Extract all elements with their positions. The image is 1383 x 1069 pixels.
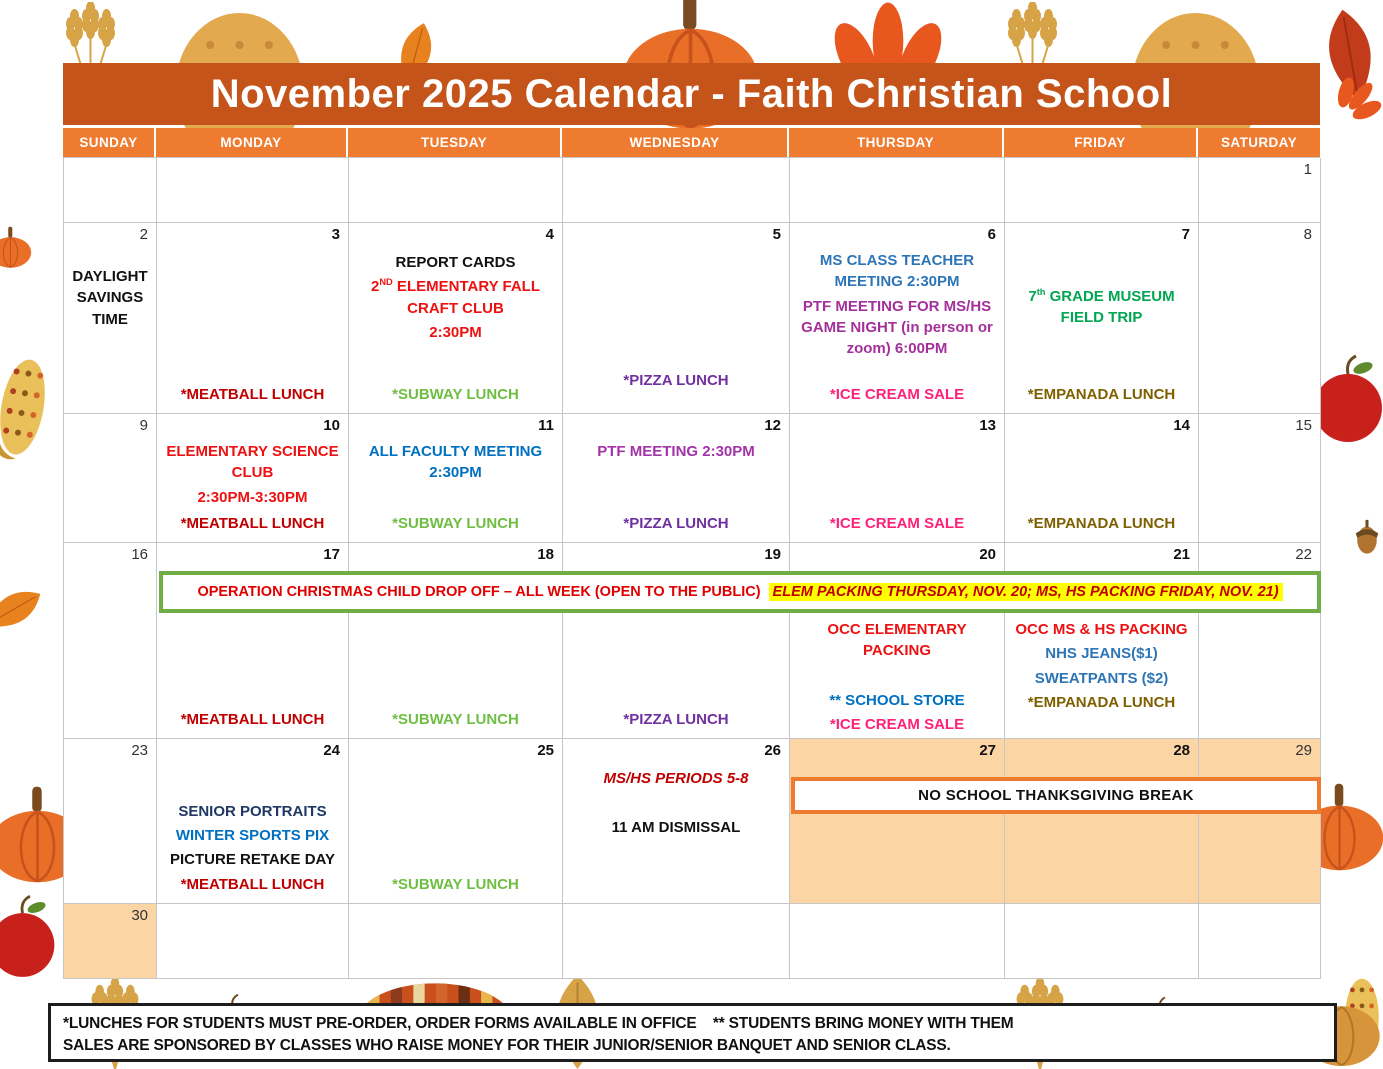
calendar <box>63 63 1320 979</box>
week-row-2 <box>64 223 1320 414</box>
calendar-cell <box>157 904 349 979</box>
calendar-cell-day-26 <box>563 739 790 904</box>
calendar-cell <box>1199 904 1321 979</box>
events-container <box>563 437 789 542</box>
events-container <box>157 181 348 222</box>
apple-red-icon <box>0 890 60 985</box>
events-container <box>563 762 789 903</box>
calendar-event: 2:30PM-3:30PM <box>197 488 308 506</box>
day-number: 1 <box>1303 161 1312 178</box>
events-container <box>563 927 789 978</box>
day-number: 16 <box>131 546 148 563</box>
calendar-event: *EMPANADA LUNCH <box>1027 385 1176 403</box>
calendar-event: 2ND ELEMENTARY FALL CRAFT CLUB <box>370 277 540 317</box>
events-container <box>157 927 348 978</box>
day-number: 10 <box>323 417 340 434</box>
leaf-orange-icon <box>0 563 71 657</box>
day-number: 27 <box>979 742 996 759</box>
calendar-event: *MEATBALL LUNCH <box>180 710 325 728</box>
day-number: 21 <box>1173 546 1190 563</box>
calendar-cell <box>64 158 157 223</box>
day-number: 23 <box>131 742 148 759</box>
events-container <box>349 762 562 903</box>
day-number <box>157 904 348 927</box>
week-row-6 <box>64 904 1320 979</box>
events-container <box>790 437 1004 542</box>
calendar-cell <box>1005 158 1199 223</box>
day-number <box>1005 904 1198 927</box>
day-number: 6 <box>987 226 996 243</box>
day-number: 8 <box>1303 226 1312 243</box>
events-container <box>1199 246 1320 413</box>
events-container <box>349 246 562 413</box>
day-number <box>64 158 156 181</box>
calendar-event: SENIOR PORTRAITS <box>178 802 327 820</box>
calendar-event: *PIZZA LUNCH <box>623 514 729 532</box>
calendar-event: OCC ELEMENTARY PACKING <box>827 621 967 660</box>
calendar-event: *MEATBALL LUNCH <box>180 385 325 403</box>
calendar-cell <box>1005 904 1199 979</box>
day-number <box>563 904 789 927</box>
calendar-event: *ICE CREAM SALE <box>829 715 965 733</box>
day-header-saturday: SATURDAY <box>1198 128 1320 157</box>
events-container <box>64 927 156 978</box>
events-container <box>1199 927 1320 978</box>
calendar-event: MS CLASS TEACHER MEETING 2:30PM <box>819 252 975 291</box>
events-container <box>563 246 789 413</box>
calendar-event: *EMPANADA LUNCH <box>1027 693 1176 711</box>
calendar-event: *SUBWAY LUNCH <box>392 875 519 893</box>
calendar-cell-day-7 <box>1005 223 1199 414</box>
calendar-cell-day-16 <box>64 543 157 739</box>
calendar-event: PICTURE RETAKE DAY <box>169 851 336 869</box>
day-number: 3 <box>331 226 340 243</box>
day-number: 13 <box>979 417 996 434</box>
day-number: 9 <box>139 417 148 434</box>
calendar-event: MS/HS PERIODS 5-8 <box>603 770 749 787</box>
calendar-cell <box>563 904 790 979</box>
day-number <box>157 158 348 181</box>
calendar-event: *SUBWAY LUNCH <box>392 710 519 728</box>
calendar-event: 2:30PM <box>429 323 482 341</box>
calendar-cell <box>563 158 790 223</box>
day-header-tuesday: TUESDAY <box>348 128 562 157</box>
day-number: 29 <box>1295 742 1312 759</box>
calendar-event: *SUBWAY LUNCH <box>392 514 519 532</box>
events-container <box>1199 181 1320 222</box>
events-container <box>563 181 789 222</box>
calendar-cell-day-4 <box>349 223 563 414</box>
calendar-cell-day-28 <box>1005 739 1199 904</box>
day-number: 2 <box>139 226 148 243</box>
calendar-event: 7th GRADE MUSEUM FIELD TRIP <box>1028 287 1175 327</box>
calendar-event: WINTER SPORTS PIX <box>175 827 330 845</box>
calendar-event: NHS JEANS($1) <box>1045 645 1158 663</box>
day-number: 17 <box>323 546 340 563</box>
day-number: 25 <box>537 742 554 759</box>
calendar-event: *EMPANADA LUNCH <box>1027 514 1176 532</box>
events-container <box>64 762 156 903</box>
day-number: 12 <box>764 417 781 434</box>
events-container <box>349 437 562 542</box>
events-container <box>64 246 156 413</box>
events-container <box>64 181 156 222</box>
calendar-event: *SUBWAY LUNCH <box>392 385 519 403</box>
day-number: 19 <box>764 546 781 563</box>
week-row-1 <box>64 158 1320 223</box>
day-number <box>1005 158 1198 181</box>
calendar-cell-day-14 <box>1005 414 1199 543</box>
calendar-cell-day-9 <box>64 414 157 543</box>
events-container <box>1005 927 1198 978</box>
calendar-cell <box>157 158 349 223</box>
calendar-cell <box>790 158 1005 223</box>
day-number: 28 <box>1173 742 1190 759</box>
day-number <box>563 158 789 181</box>
calendar-cell-day-15 <box>1199 414 1321 543</box>
events-container <box>349 927 562 978</box>
events-container <box>157 246 348 413</box>
calendar-cell-day-8 <box>1199 223 1321 414</box>
calendar-title: November 2025 Calendar - Faith Christian School <box>63 63 1320 125</box>
calendar-grid <box>63 157 1320 979</box>
day-number <box>349 158 562 181</box>
day-number <box>790 904 1004 927</box>
footnote-box <box>48 1003 1337 1062</box>
calendar-event: ** SCHOOL STORE <box>829 691 965 709</box>
thanksgiving-break-banner: NO SCHOOL THANKSGIVING BREAK <box>791 777 1321 814</box>
day-header-monday: MONDAY <box>156 128 348 157</box>
day-number <box>1199 904 1320 927</box>
calendar-event: *MEATBALL LUNCH <box>180 875 325 893</box>
calendar-cell-day-23 <box>64 739 157 904</box>
day-number: 11 <box>538 417 554 434</box>
events-container <box>790 181 1004 222</box>
day-number <box>349 904 562 927</box>
calendar-cell <box>790 904 1005 979</box>
calendar-cell-day-11 <box>349 414 563 543</box>
acorn-icon <box>1352 512 1382 557</box>
day-number: 20 <box>979 546 996 563</box>
calendar-cell <box>349 158 563 223</box>
calendar-cell-day-2 <box>64 223 157 414</box>
events-container <box>1005 437 1198 542</box>
day-header-wednesday: WEDNESDAY <box>562 128 789 157</box>
events-container <box>1005 246 1198 413</box>
calendar-cell-day-30 <box>64 904 157 979</box>
pumpkin-orange-icon <box>0 185 33 310</box>
events-container <box>790 927 1004 978</box>
day-number: 4 <box>545 226 554 243</box>
calendar-event: PTF MEETING FOR MS/HS GAME NIGHT (in person or zoom) 6:00PM <box>801 297 993 358</box>
day-number: 15 <box>1295 417 1312 434</box>
week-row-3 <box>64 414 1320 543</box>
week-row-5 <box>64 739 1320 904</box>
day-number: 24 <box>323 742 340 759</box>
events-container <box>64 437 156 542</box>
events-container <box>157 437 348 542</box>
footnote-line-2: SALES ARE SPONSORED BY CLASSES WHO RAISE MONEY FOR THEIR JUNIOR/SENIOR BANQUET AND SENIOR CLASS. <box>63 1036 951 1054</box>
calendar-cell-day-3 <box>157 223 349 414</box>
occ-banner-text: OPERATION CHRISTMAS CHILD DROP OFF – ALL WEEK (OPEN TO THE PUBLIC) <box>197 584 761 600</box>
day-header-thursday: THURSDAY <box>789 128 1004 157</box>
day-number: 5 <box>772 226 781 243</box>
corn-icon <box>0 351 61 470</box>
calendar-event: SWEATPANTS ($2) <box>1034 669 1169 687</box>
calendar-cell-day-5 <box>563 223 790 414</box>
day-number: 14 <box>1173 417 1190 434</box>
day-number: 26 <box>764 742 781 759</box>
day-number: 30 <box>131 907 148 924</box>
calendar-event: DAYLIGHT SAVINGS TIME <box>72 268 148 328</box>
calendar-cell-day-10 <box>157 414 349 543</box>
calendar-event: *ICE CREAM SALE <box>829 514 965 532</box>
events-container <box>1005 181 1198 222</box>
day-header-row <box>63 128 1320 157</box>
day-number: 7 <box>1181 226 1190 243</box>
calendar-event: *PIZZA LUNCH <box>623 710 729 728</box>
calendar-event: REPORT CARDS <box>395 254 516 271</box>
calendar-event: *MEATBALL LUNCH <box>180 514 325 532</box>
occ-drop-off-banner <box>159 571 1321 613</box>
calendar-cell-day-1 <box>1199 158 1321 223</box>
calendar-cell-day-13 <box>790 414 1005 543</box>
events-container <box>64 566 156 738</box>
calendar-event: 11 AM DISMISSAL <box>611 819 741 837</box>
calendar-cell-day-24 <box>157 739 349 904</box>
calendar-cell-day-12 <box>563 414 790 543</box>
calendar-event: *PIZZA LUNCH <box>623 371 729 389</box>
footnote-line-1: *LUNCHES FOR STUDENTS MUST PRE-ORDER, ORDER FORMS AVAILABLE IN OFFICE ** STUDENTS BRING MONEY WITH THEM <box>63 1015 1014 1032</box>
day-number: 22 <box>1295 546 1312 563</box>
calendar-cell-day-6 <box>790 223 1005 414</box>
day-number <box>790 158 1004 181</box>
day-number: 18 <box>537 546 554 563</box>
calendar-event: ALL FACULTY MEETING 2:30PM <box>368 443 543 482</box>
events-container <box>349 181 562 222</box>
calendar-cell-day-25 <box>349 739 563 904</box>
calendar-cell-day-29 <box>1199 739 1321 904</box>
occ-banner-highlight-text: ELEM PACKING THURSDAY, NOV. 20; MS, HS PACKING FRIDAY, NOV. 21) <box>769 583 1283 601</box>
events-container <box>790 246 1004 413</box>
calendar-event: PTF MEETING 2:30PM <box>597 443 755 460</box>
calendar-event: *ICE CREAM SALE <box>829 385 965 403</box>
calendar-event: ELEMENTARY SCIENCE CLUB <box>166 443 339 482</box>
events-container <box>1199 437 1320 542</box>
day-header-friday: FRIDAY <box>1004 128 1198 157</box>
day-header-sunday: SUNDAY <box>63 128 156 157</box>
events-container <box>157 762 348 903</box>
calendar-event: OCC MS & HS PACKING <box>1015 621 1188 638</box>
calendar-cell-day-27 <box>790 739 1005 904</box>
calendar-cell <box>349 904 563 979</box>
